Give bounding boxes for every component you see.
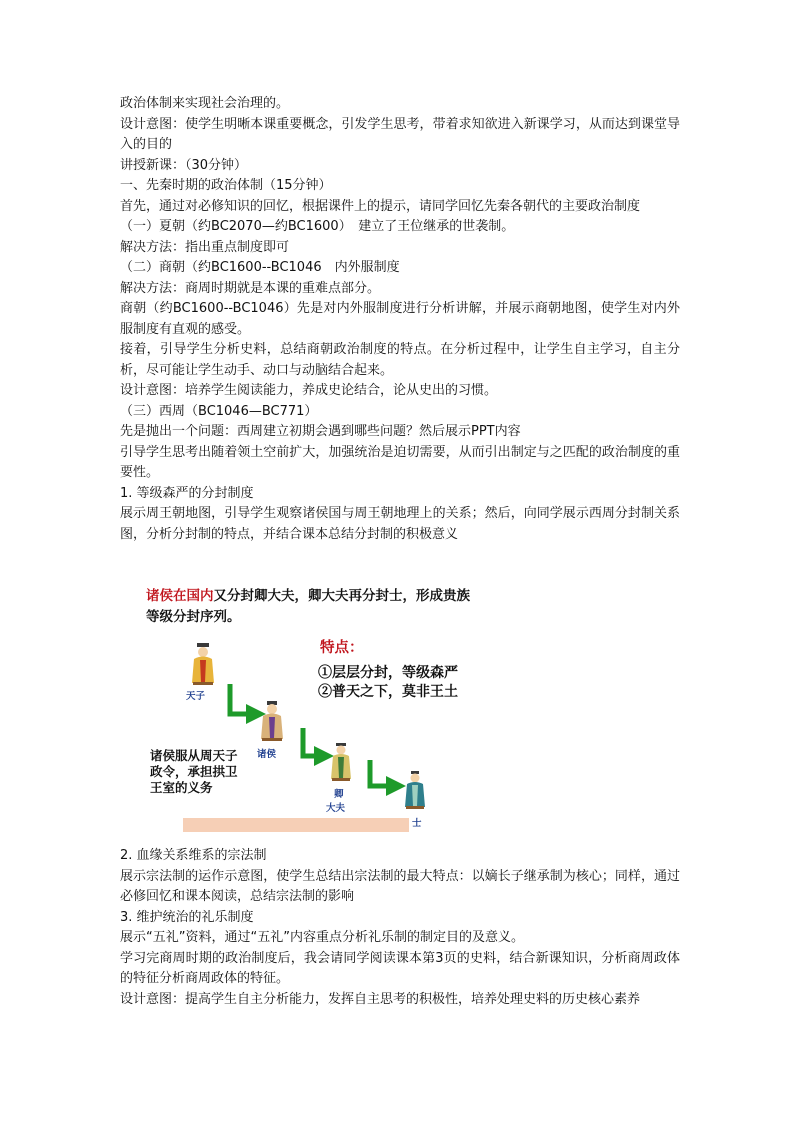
shi-figure-icon <box>404 770 426 810</box>
paragraph: 解决方法：商周时期就是本课的重难点部分。 <box>120 280 381 296</box>
feature-item: ②普天之下，莫非王土 <box>318 684 458 700</box>
figure-title-highlight: 诸侯在国内 <box>146 588 214 604</box>
rank-label-tianzi: 天子 <box>186 691 206 702</box>
qing-dafu-figure-icon <box>330 742 352 782</box>
paragraph: 引导学生思考出随着领土空前扩大，加强统治是迫切需要，从而引出制定与之匹配的政治制度的重要性。 <box>120 444 680 480</box>
figure-title-rest: 又分封卿大夫，卿大夫再分封士，形成贵族等级分封序列。 <box>146 588 470 625</box>
rank-label-shi: 士 <box>412 818 422 829</box>
arrow-qing-to-shi <box>370 760 396 786</box>
section-heading: 一、先秦时期的政治体制（15分钟） <box>120 178 332 193</box>
duty-text: 诸侯服从周天子政令，承担拱卫王室的义务 <box>150 748 238 795</box>
paragraph: 设计意图：使学生明晰本课重要概念，引发学生思考，带着求知欲进入新课学习，从而达到课堂导入的目的 <box>120 116 680 152</box>
feature-heading: 特点： <box>320 639 364 656</box>
arrow-tianzi-to-zhuhou <box>230 684 256 714</box>
subsection-heading: （三）西周（BC1046—BC771） <box>120 403 318 419</box>
subsection-heading: （一）夏朝（约BC2070—约BC1600） 建立了王位继承的世袭制。 <box>120 219 515 234</box>
rank-label-zhuhou: 诸侯 <box>257 749 277 760</box>
feature-item: ①层层分封，等级森严 <box>318 665 458 681</box>
arrow-zhuhou-to-qing <box>303 728 324 756</box>
fengjian-hierarchy-figure <box>120 572 680 842</box>
paragraph: 首先，通过对必修知识的回忆，根据课件上的提示，请同学回忆先秦各朝代的主要政治制度 <box>120 198 641 214</box>
paragraph: 学习完商周时期的政治制度后，我会请同学阅读课本第3页的史料，结合新课知识，分析商周政体的特征分析商周政体的特征。 <box>120 950 680 986</box>
paragraph: 接着，引导学生分析史料，总结商朝政治制度的特点。在分析过程中，让学生自主学习，自主分析，尽可能让学生动手、动口与动脑结合起来。 <box>120 342 680 378</box>
numbered-heading: 1. 等级森严的分封制度 <box>120 485 254 501</box>
paragraph: 展示周王朝地图，引导学生观察诸侯国与周王朝地理上的关系；然后，向同学展示西周分封制关系图，分析分封制的特点，并结合课本总结分封制的积极意义 <box>120 506 680 542</box>
paragraph: 设计意图：提高学生自主分析能力，发挥自主思考的积极性，培养处理史料的历史核心素养 <box>120 991 641 1007</box>
numbered-heading: 3. 维护统治的礼乐制度 <box>120 909 254 925</box>
subsection-heading: （二）商朝（约BC1600--BC1046 内外服制度 <box>120 260 400 275</box>
numbered-heading: 2. 血缘关系维系的宗法制 <box>120 848 267 863</box>
rank-label-qing: 卿 <box>334 789 344 800</box>
tianzi-figure-icon <box>190 642 216 686</box>
body-text-bottom <box>120 846 680 1010</box>
paragraph: 展示宗法制的运作示意图，使学生总结出宗法制的最大特点：以嫡长子继承制为核心；同样，通过必修回忆和课本阅读，总结宗法制的影响 <box>120 868 680 904</box>
paragraph: 讲授新课：（30分钟） <box>120 157 248 173</box>
arrows-graphic <box>120 572 680 842</box>
paragraph: 设计意图：培养学生阅读能力，养成史论结合，论从史出的习惯。 <box>120 383 498 398</box>
zhuhou-figure-icon <box>260 700 284 742</box>
body-text-top <box>120 94 680 545</box>
paragraph: 先是抛出一个问题：西周建立初期会遇到哪些问题？然后展示PPT内容 <box>120 424 521 439</box>
paragraph: 展示“五礼”资料，通过“五礼”内容重点分析礼乐制的制定目的及意义。 <box>120 930 524 945</box>
paragraph: 政治体制来实现社会治理的。 <box>120 96 290 111</box>
paragraph: 解决方法：指出重点制度即可 <box>120 239 290 255</box>
paragraph: 商朝（约BC1600--BC1046）先是对内外服制度进行分析讲解，并展示商朝地图，使学生对内外服制度有直观的感受。 <box>120 301 680 337</box>
rank-label-dafu: 大夫 <box>326 803 346 814</box>
